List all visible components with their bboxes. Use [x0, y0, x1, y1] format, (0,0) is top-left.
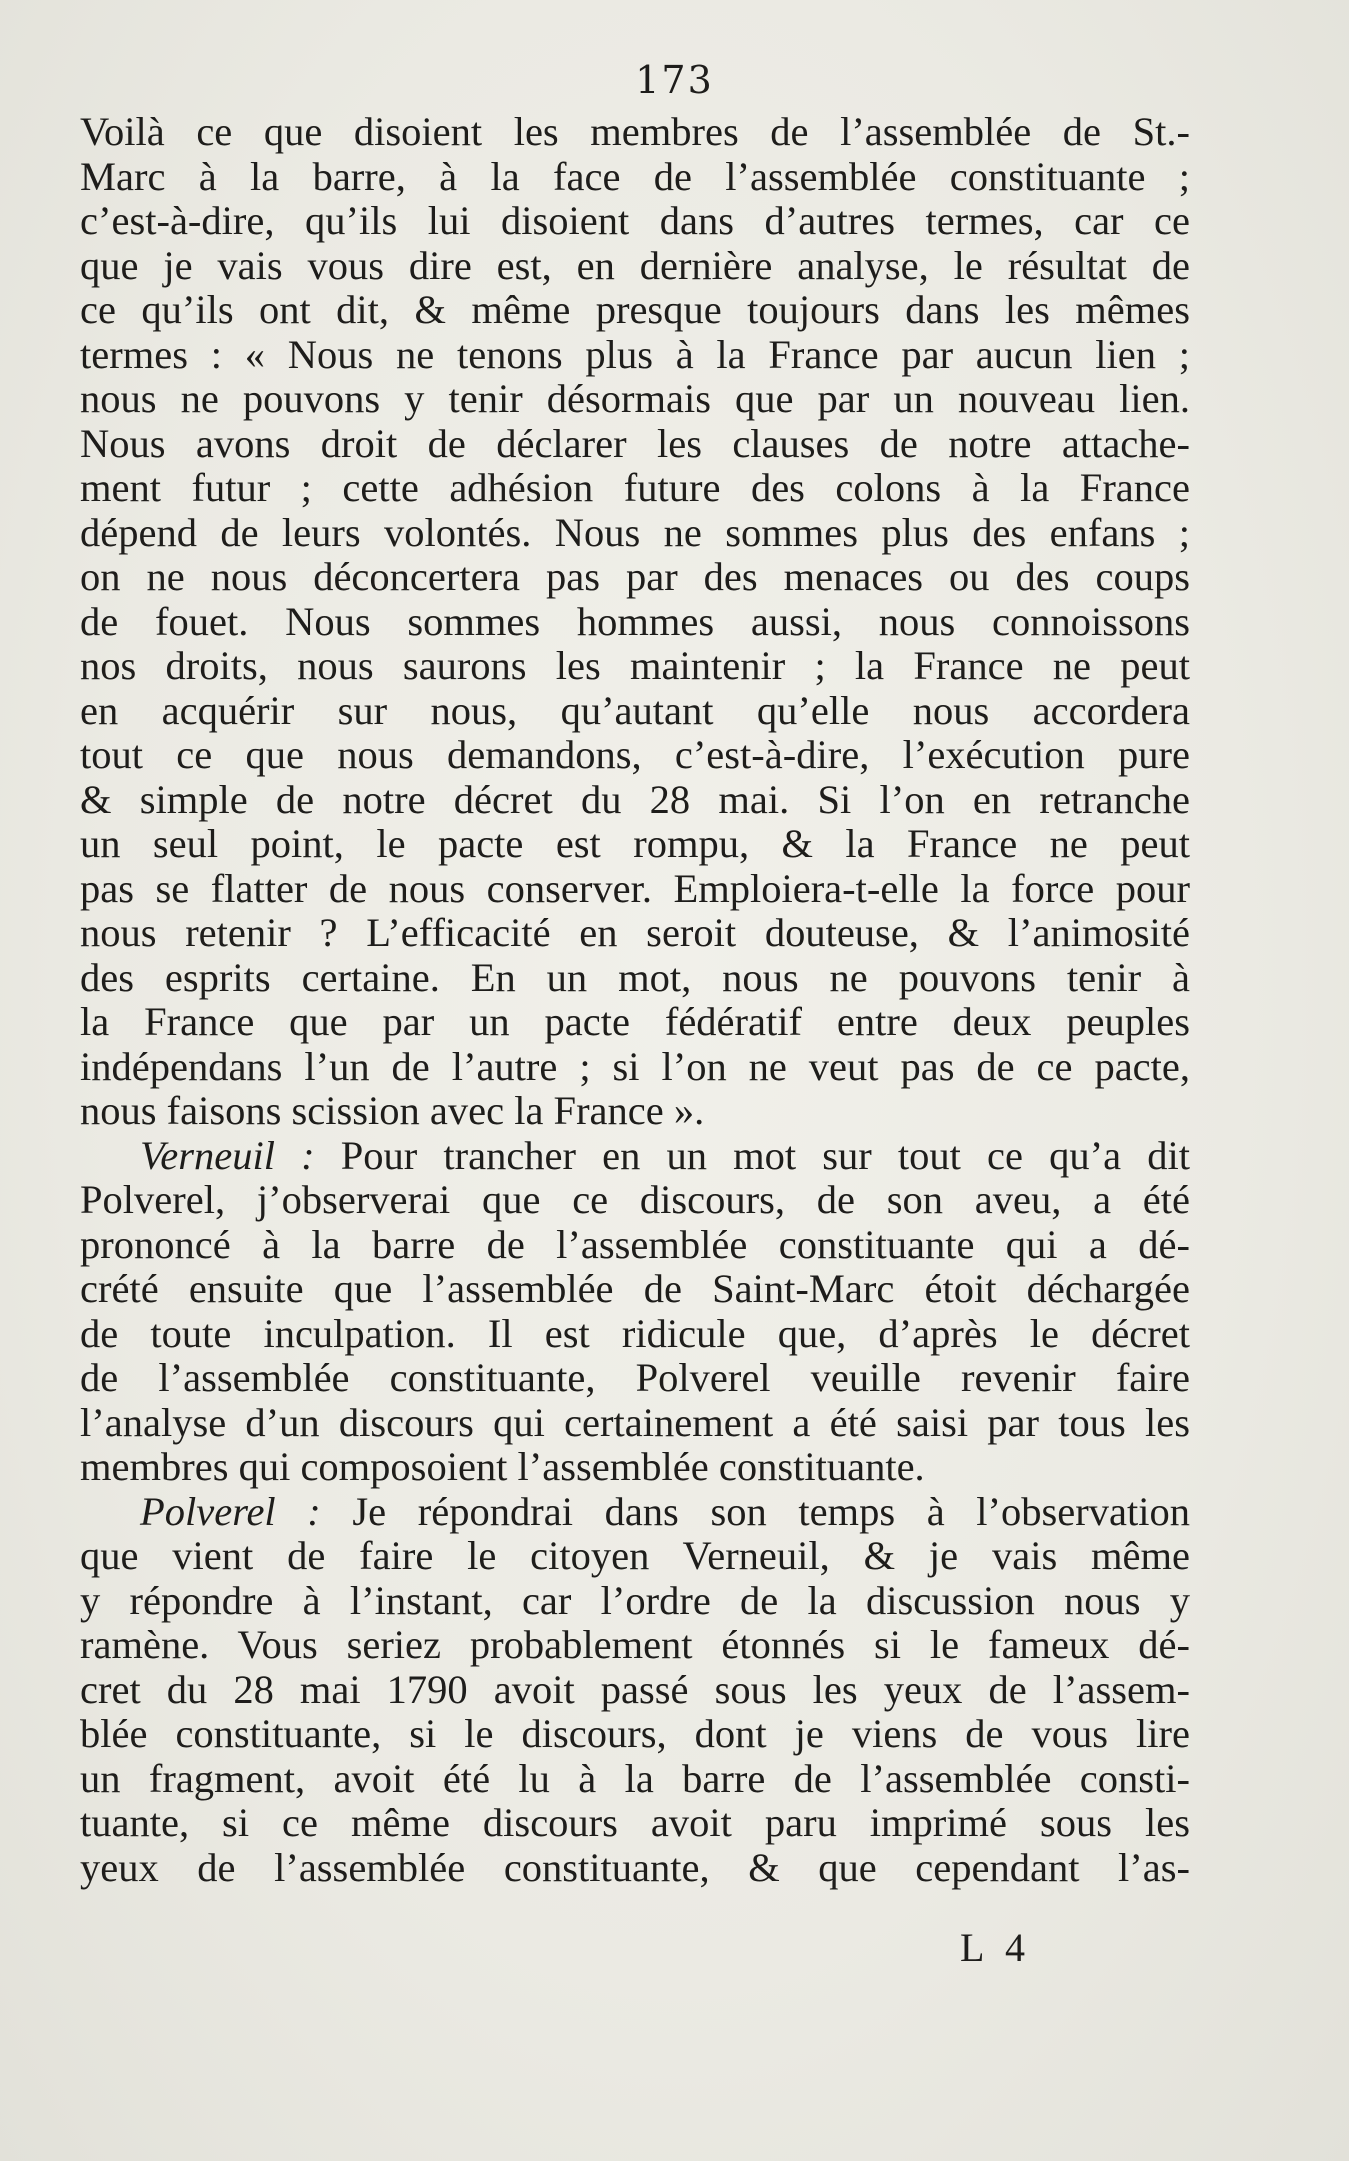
- text-line: des esprits certaine. En un mot, nous ne pouvons tenir à: [80, 954, 1190, 1000]
- text-line: ment futur ; cette adhésion future des colons à la France: [80, 465, 1190, 510]
- speaker-name: Polverel :: [140, 1488, 321, 1534]
- signature-mark: L 4: [960, 1925, 1031, 1970]
- text-line: indépendans l’un de l’autre ; si l’on ne veut pas de ce pacte,: [80, 1043, 1190, 1089]
- text-line: de l’assemblée constituante, Polverel veuille revenir faire: [80, 1355, 1190, 1400]
- text-line: ce qu’ils ont dit, & même presque toujours dans les mêmes: [80, 287, 1190, 332]
- text-line: nous faisons scission avec la France ».: [80, 1088, 705, 1133]
- text-line: crété ensuite que l’assemblée de Saint-Marc étoit déchargée: [80, 1266, 1190, 1311]
- text-line: que je vais vous dire est, en dernière analyse, le résultat de: [80, 242, 1190, 288]
- speaker-line-text: Je répondrai dans son temps à l’observation: [320, 1488, 1190, 1534]
- page-number: 173: [635, 58, 714, 102]
- speaker-line-text: Pour trancher en un mot sur tout ce qu’a dit: [314, 1132, 1190, 1178]
- text-line: en acquérir sur nous, qu’autant qu’elle nous accordera: [80, 687, 1190, 733]
- text-line: un seul point, le pacte est rompu, & la France ne peut: [80, 821, 1190, 866]
- speaker-line: [80, 1490, 1190, 1535]
- text-line: nos droits, nous saurons les maintenir ; la France ne peut: [80, 643, 1190, 688]
- text-line: de fouet. Nous sommes hommes aussi, nous connoissons: [80, 598, 1190, 644]
- text-line: c’est-à-dire, qu’ils lui disoient dans d’autres termes, car ce: [80, 198, 1190, 243]
- text-line: & simple de notre décret du 28 mai. Si l’on en retranche: [80, 776, 1190, 822]
- text-line: Polverel, j’observerai que ce discours, de son aveu, a été: [80, 1177, 1190, 1222]
- text-line: que vient de faire le citoyen Verneuil, & je vais même: [80, 1533, 1190, 1578]
- text-line: tuante, si ce même discours avoit paru imprimé sous les: [80, 1800, 1190, 1845]
- text-line: Voilà ce que disoient les membres de l’assemblée de St.-: [80, 109, 1190, 154]
- text-line: ramène. Vous seriez probablement étonnés si le fameux dé-: [80, 1622, 1190, 1667]
- text-line: membres qui composoient l’assemblée constituante.: [80, 1444, 925, 1489]
- text-line: Marc à la barre, à la face de l’assemblée constituante ;: [80, 153, 1190, 199]
- text-line: termes : « Nous ne tenons plus à la France par aucun lien ;: [80, 331, 1190, 377]
- text-line: nous ne pouvons y tenir désormais que par un nouveau lien.: [80, 376, 1190, 421]
- text-line: l’analyse d’un discours qui certainement a été saisi par tous les: [80, 1399, 1190, 1445]
- text-line: nous retenir ? L’efficacité en seroit douteuse, & l’animosité: [80, 910, 1190, 955]
- speaker-line: [80, 1134, 1190, 1179]
- text-line: y répondre à l’instant, car l’ordre de la discussion nous y: [80, 1577, 1190, 1623]
- text-line: prononcé à la barre de l’assemblée constituante qui a dé-: [80, 1221, 1190, 1267]
- text-line: un fragment, avoit été lu à la barre de l’assemblée consti-: [80, 1755, 1190, 1801]
- text-line: dépend de leurs volontés. Nous ne sommes plus des enfans ;: [80, 509, 1190, 555]
- body-text: [80, 110, 1190, 1890]
- text-line: blée constituante, si le discours, dont je viens de vous lire: [80, 1711, 1190, 1756]
- text-line: tout ce que nous demandons, c’est-à-dire, l’exécution pure: [80, 732, 1190, 777]
- text-line: yeux de l’assemblée constituante, & que cependant l’as-: [80, 1844, 1190, 1890]
- text-line: cret du 28 mai 1790 avoit passé sous les yeux de l’assem-: [80, 1666, 1190, 1712]
- speaker-name: Verneuil :: [140, 1132, 315, 1178]
- text-line: Nous avons droit de déclarer les clauses de notre attache-: [80, 420, 1190, 466]
- text-line: on ne nous déconcertera pas par des menaces ou des coups: [80, 554, 1190, 599]
- text-line: de toute inculpation. Il est ridicule que, d’après le décret: [80, 1310, 1190, 1356]
- text-line: pas se flatter de nous conserver. Emploiera-t-elle la force pour: [80, 865, 1190, 911]
- text-line: la France que par un pacte fédératif entre deux peuples: [80, 999, 1190, 1044]
